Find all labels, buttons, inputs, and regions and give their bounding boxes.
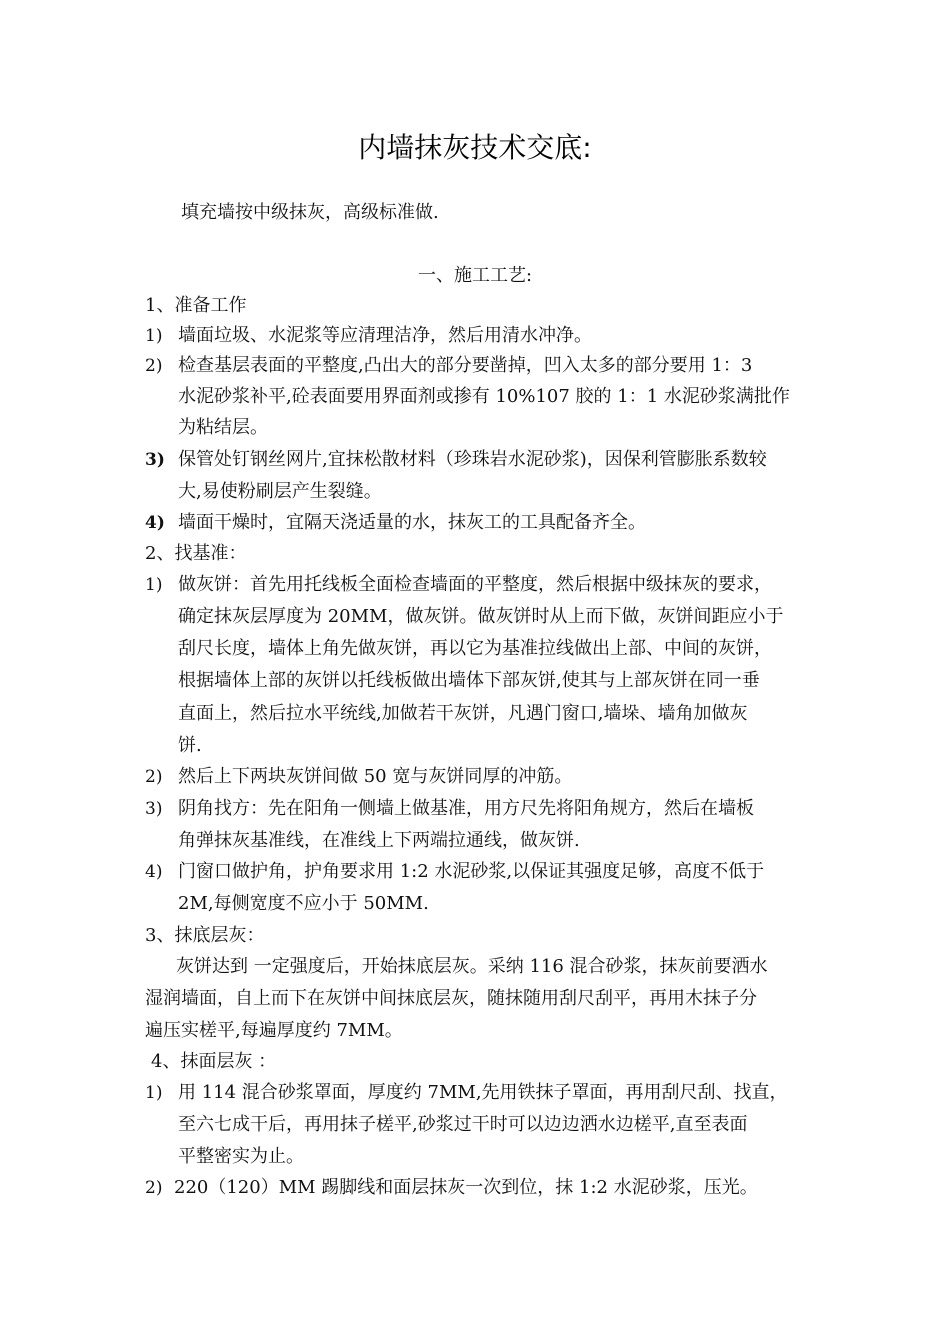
list-item-line: 保管处钉钢丝网片,宜抹松散材料（珍珠岩水泥砂浆)，因保利管膨胀系数较 <box>178 449 767 470</box>
paragraph-line: 湿润墙面，自上而下在灰饼中间抹底层灰，随抹随用刮尺刮平，再用木抹子分 <box>145 988 757 1009</box>
list-item-line: 确定抹灰层厚度为 20MM，做灰饼。做灰饼时从上而下做，灰饼间距应小于 <box>178 606 784 627</box>
list-item-line: 2M,每侧宽度不应小于 50MM. <box>178 893 429 914</box>
list-item-line: 至六七成干后，再用抹子槎平,砂浆过干时可以边边洒水边槎平,直至表面 <box>178 1114 748 1135</box>
section-heading: 一、施工工艺: <box>417 265 533 286</box>
list-item-line: 大,易使粉刷层产生裂缝。 <box>178 481 382 502</box>
list-number: 2) <box>145 1178 163 1198</box>
part4-heading: 4、抹面层灰 ： <box>151 1051 277 1072</box>
list-number: 1) <box>145 326 163 346</box>
list-number: 1) <box>145 575 163 595</box>
list-item-line: 水泥砂浆补平,砼表面要用界面剂或掺有 10%107 胶的 1：1 水泥砂浆满批作 <box>178 386 790 407</box>
list-item-line: 角弹抹灰基准线，在准线上下两端拉通线，做灰饼. <box>178 830 580 851</box>
list-item-line: 阴角找方：先在阳角一侧墙上做基准，用方尺先将阳角规方，然后在墙板 <box>178 798 754 819</box>
list-number: 4) <box>145 513 165 533</box>
list-item-line: 检查基层表面的平整度,凸出大的部分要凿掉，凹入太多的部分要用 1：3 <box>178 355 753 376</box>
paragraph-line: 灰饼达到 一定强度后，开始抹底层灰。采纳 116 混合砂浆，抹灰前要洒水 <box>176 956 768 977</box>
list-number: 2) <box>145 767 163 787</box>
list-item-line: 饼. <box>178 735 202 756</box>
list-item-line: 为粘结层。 <box>178 417 268 438</box>
list-item-line: 门窗口做护角，护角要求用 1:2 水泥砂浆,以保证其强度足够，高度不低于 <box>178 861 765 882</box>
list-number: 3) <box>145 450 165 470</box>
document-title: 内墙抹灰技术交底: <box>358 131 592 164</box>
paragraph-line: 遍压实槎平,每遍厚度约 7MM。 <box>145 1020 403 1041</box>
list-item-line: 然后上下两块灰饼间做 50 宽与灰饼同厚的冲筋。 <box>178 766 573 787</box>
list-item-line: 墙面垃圾、水泥浆等应清理洁净，然后用清水冲净。 <box>178 325 592 346</box>
part3-heading: 3、抹底层灰： <box>145 925 265 946</box>
list-item-line: 根据墙体上部的灰饼以托线板做出墙体下部灰饼,使其与上部灰饼在同一垂 <box>178 670 760 691</box>
intro-text: 填充墙按中级抹灰，高级标准做. <box>181 202 439 223</box>
list-item-line: 平整密实为止。 <box>178 1146 304 1167</box>
part1-heading: 1、准备工作 <box>145 295 247 316</box>
part2-heading: 2、找基准： <box>145 543 247 564</box>
list-item-line: 刮尺长度，墙体上角先做灰饼，再以它为基准拉线做出上部、中间的灰饼， <box>178 638 772 659</box>
list-item-line: 用 114 混合砂浆罩面，厚度约 7MM,先用铁抹子罩面，再用刮尺刮、找直， <box>178 1082 788 1103</box>
list-number: 4) <box>145 862 163 882</box>
list-item-line: 做灰饼：首先用托线板全面检查墙面的平整度，然后根据中级抹灰的要求， <box>178 574 772 595</box>
list-number: 1) <box>145 1083 163 1103</box>
list-item-line: 直面上，然后拉水平统线,加做若干灰饼，凡遇门窗口,墙垛、墙角加做灰 <box>178 703 748 724</box>
list-number: 2) <box>145 356 163 376</box>
list-item-line: 220（120）MM 踢脚线和面层抹灰一次到位，抹 1:2 水泥砂浆，压光。 <box>174 1177 758 1198</box>
list-number: 3) <box>145 799 163 819</box>
list-item-line: 墙面干燥时，宜隔天浇适量的水，抹灰工的工具配备齐全。 <box>178 512 646 533</box>
